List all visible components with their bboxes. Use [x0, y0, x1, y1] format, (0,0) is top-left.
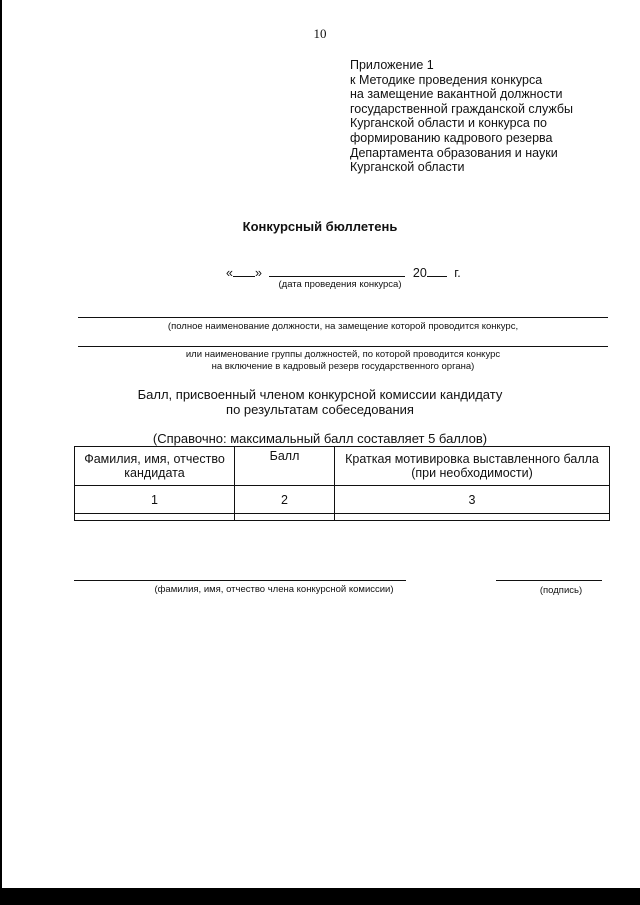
month-blank: [269, 264, 405, 277]
appendix-line: на замещение вакантной должности: [350, 87, 563, 102]
score-heading-line: по результатам собеседования: [226, 402, 414, 417]
position-name-line: [78, 317, 608, 318]
header-motivation: Краткая мотивировка выставленного балла (при необходимости): [335, 447, 610, 486]
member-name-line: [74, 580, 406, 581]
score-table: [74, 446, 610, 521]
date-caption: (дата проведения конкурса): [278, 279, 402, 290]
table-header-row: [75, 447, 610, 486]
table-number-row: [75, 486, 610, 514]
header-score: Балл: [235, 447, 335, 486]
group-caption-line: на включение в кадровый резерв государственного органа): [211, 361, 475, 372]
date-field: [226, 264, 461, 280]
signature-caption: (подпись): [539, 585, 583, 596]
page-number: 10: [313, 26, 327, 41]
signature-line: [496, 580, 602, 581]
group-caption-line: или наименование группы должностей, по которой проводится конкурс: [185, 349, 501, 360]
member-name-caption: (фамилия, имя, отчество члена конкурсной комиссии): [154, 584, 394, 595]
reference-note: (Справочно: максимальный балл составляет 5 баллов): [152, 431, 488, 446]
appendix-line: к Методике проведения конкурса: [350, 72, 543, 87]
header-candidate-name: Фамилия, имя, отчество кандидата: [75, 447, 235, 486]
table-cell: [335, 514, 610, 521]
appendix-line: Департамента образования и науки: [350, 145, 558, 160]
table-row: [75, 514, 610, 521]
table-cell: [235, 514, 335, 521]
column-number-2: 2: [235, 486, 335, 514]
table-cell: [75, 514, 235, 521]
group-caption: [78, 349, 608, 373]
document-title: Конкурсный бюллетень: [242, 219, 398, 234]
date-open-quote: «: [226, 266, 233, 280]
year-blank: [427, 264, 447, 277]
score-heading: [0, 387, 640, 417]
position-caption: (полное наименование должности, на замещение которой проводится конкурс,: [167, 321, 519, 332]
year-suffix: г.: [454, 266, 461, 280]
appendix-block: [350, 58, 640, 175]
appendix-line: формированию кадрового резерва: [350, 130, 553, 145]
year-prefix: 20: [412, 266, 427, 280]
scan-edge-bottom: [0, 888, 640, 905]
appendix-line: Приложение 1: [350, 58, 434, 72]
appendix-line: государственной гражданской службы: [350, 101, 573, 116]
column-number-3: 3: [335, 486, 610, 514]
column-number-1: 1: [75, 486, 235, 514]
day-blank: [233, 264, 255, 277]
appendix-line: Курганской области и конкурса по: [350, 116, 547, 131]
appendix-line: Курганской области: [350, 160, 465, 175]
date-close-quote: »: [254, 266, 262, 280]
scan-edge-left: [0, 0, 2, 905]
group-name-line: [78, 346, 608, 347]
score-heading-line: Балл, присвоенный членом конкурсной комиссии кандидату: [137, 387, 503, 402]
